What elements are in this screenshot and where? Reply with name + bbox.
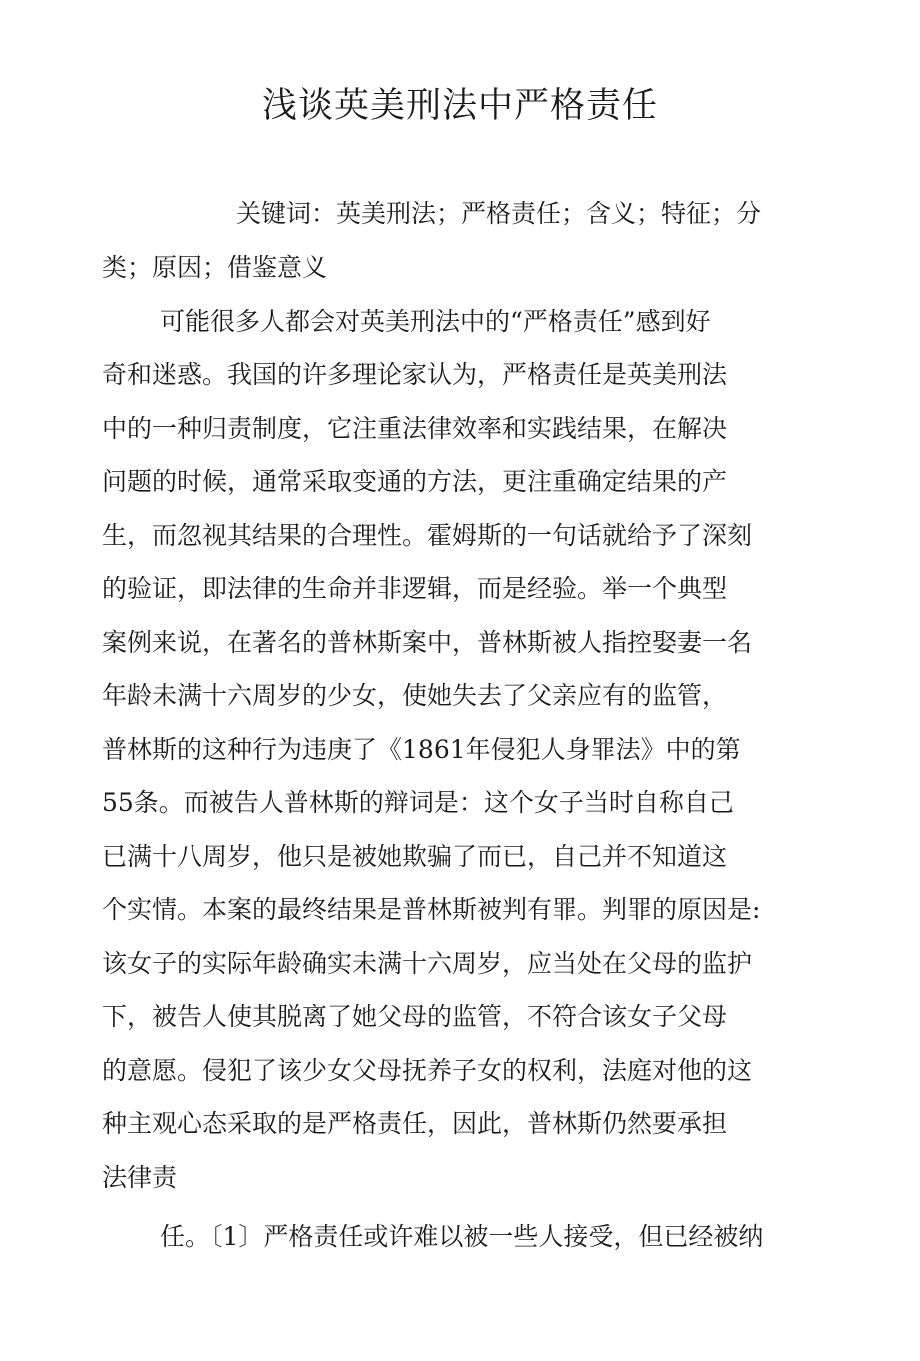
body-line-12: 个实情。本案的最终结果是普林斯被判有罪。判罪的原因是: — [102, 895, 761, 924]
body-line-16: 种主观心态采取的是严格责任，因此，普林斯仍然要承担 — [102, 1109, 728, 1138]
body-line-18: 任。〔1〕严格责任或许难以被一些人接受，但已经被纳 — [160, 1222, 764, 1251]
document-title: 浅谈英美刑法中严格责任 — [261, 86, 658, 126]
body-line-1: 可能很多人都会对英美刑法中的“严格责任”感到好 — [160, 307, 711, 336]
body-line-7: 案例来说，在著名的普林斯案中，普林斯被人指控娶妻一名 — [102, 628, 753, 657]
body-line-4: 问题的时候，通常采取变通的方法，更注重确定结果的产 — [102, 467, 728, 496]
body-line-11: 已满十八周岁，他只是被她欺骗了而已，自己并不知道这 — [102, 842, 728, 871]
body-line-6: 的验证，即法律的生命并非逻辑，而是经验。举一个典型 — [102, 574, 728, 603]
body-line-8: 年龄未满十六周岁的少女，使她失去了父亲应有的监管， — [102, 681, 728, 710]
body-line-5: 生，而忽视其结果的合理性。霍姆斯的一句话就给予了深刻 — [102, 521, 753, 550]
body-line-9: 普林斯的这种行为违庚了《1861年侵犯人身罪法》中的第 — [102, 735, 741, 764]
body-line-3: 中的一种归责制度，它注重法律效率和实践结果，在解决 — [102, 414, 728, 443]
body-line-10: 55条。而被告人普林斯的辩词是：这个女子当时自称自己 — [102, 788, 734, 817]
body-line-13: 该女子的实际年龄确实未满十六周岁，应当处在父母的监护 — [102, 949, 753, 978]
keywords-line-2: 类；原因；借鉴意义 — [102, 253, 328, 282]
keywords-line-1: 关键词：英美刑法；严格责任；含义；特征；分 — [236, 199, 762, 228]
body-line-2: 奇和迷惑。我国的许多理论家认为，严格责任是英美刑法 — [102, 360, 728, 389]
body-line-17: 法律责 — [102, 1163, 178, 1192]
body-line-14: 下，被告人使其脱离了她父母的监管，不符合该女子父母 — [102, 1002, 728, 1031]
body-line-15: 的意愿。侵犯了该少女父母抚养子女的权利，法庭对他的这 — [102, 1056, 753, 1085]
